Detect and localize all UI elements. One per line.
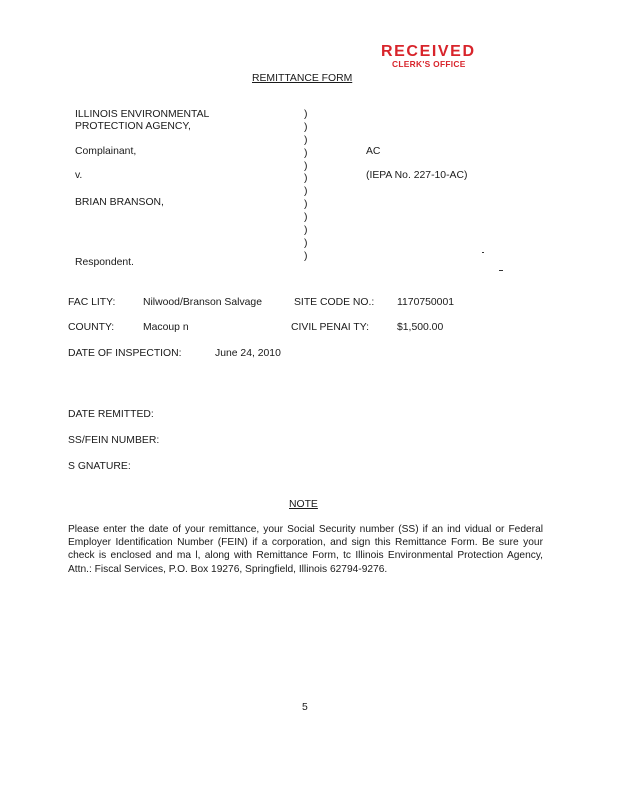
facility-value: Nilwood/Branson Salvage — [143, 297, 262, 308]
paren: ) — [304, 173, 308, 185]
page-number: 5 — [302, 702, 308, 713]
inspection-date-value: June 24, 2010 — [215, 348, 281, 359]
versus: v. — [75, 170, 83, 181]
county-value: Macoup n — [143, 322, 189, 333]
facility-label: FAC LITY: — [68, 297, 116, 308]
respondent-name: BRIAN BRANSON, — [75, 197, 164, 208]
paren: ) — [304, 160, 308, 172]
paren: ) — [304, 225, 308, 237]
form-title: REMITTANCE FORM — [252, 73, 353, 84]
civil-penalty-label: CIVIL PENAI TY: — [291, 322, 369, 333]
inspection-date-label: DATE OF INSPECTION: — [68, 348, 182, 359]
scan-speck — [482, 252, 484, 253]
respondent-role: Respondent. — [75, 257, 134, 268]
paren: ) — [304, 237, 308, 249]
paren: ) — [304, 121, 308, 133]
ssfein-label: SS/FEIN NUMBER: — [68, 435, 160, 446]
paren: ) — [304, 109, 308, 120]
signature-label: S GNATURE: — [68, 461, 131, 472]
paren: ) — [304, 199, 308, 211]
received-stamp-subtitle: CLERK'S OFFICE — [392, 59, 466, 69]
site-code-value: 1170750001 — [397, 297, 455, 308]
civil-penalty-value: $1,500.00 — [397, 322, 444, 333]
site-code-label: SITE CODE NO.: — [294, 297, 375, 308]
case-type: AC — [366, 146, 381, 157]
paren: ) — [304, 147, 308, 159]
note-heading: NOTE — [289, 499, 318, 510]
case-number: (IEPA No. 227-10-AC) — [366, 170, 468, 181]
complainant-line-1: ILLINOIS ENVIRONMENTAL — [75, 109, 210, 120]
paren: ) — [304, 134, 308, 146]
complainant-line-2: PROTECTION AGENCY, — [75, 121, 191, 132]
county-label: COUNTY: — [68, 322, 115, 333]
note-body: Please enter the date of your remittance, your Social Security number (SS) if an ind vidual or Federal Employer Identification Number (FEIN) if a corporation, and sign this Remittance Form. Be sure your check is enclosed and ma l, along with Remittance Form, tc Illinois Environmental Protection Agency, Attn.: Fiscal Services, P.O. Box 19276, Springfield, Illinois 62794-9276. — [68, 524, 543, 575]
complainant-role: Complainant, — [75, 146, 137, 157]
paren: ) — [304, 250, 308, 262]
received-stamp-title: RECEIVED — [381, 43, 476, 60]
paren: ) — [304, 212, 308, 224]
paren: ) — [304, 186, 308, 198]
scan-speck — [499, 270, 503, 271]
caption-paren-column — [304, 109, 314, 264]
date-remitted-label: DATE REMITTED: — [68, 409, 154, 420]
